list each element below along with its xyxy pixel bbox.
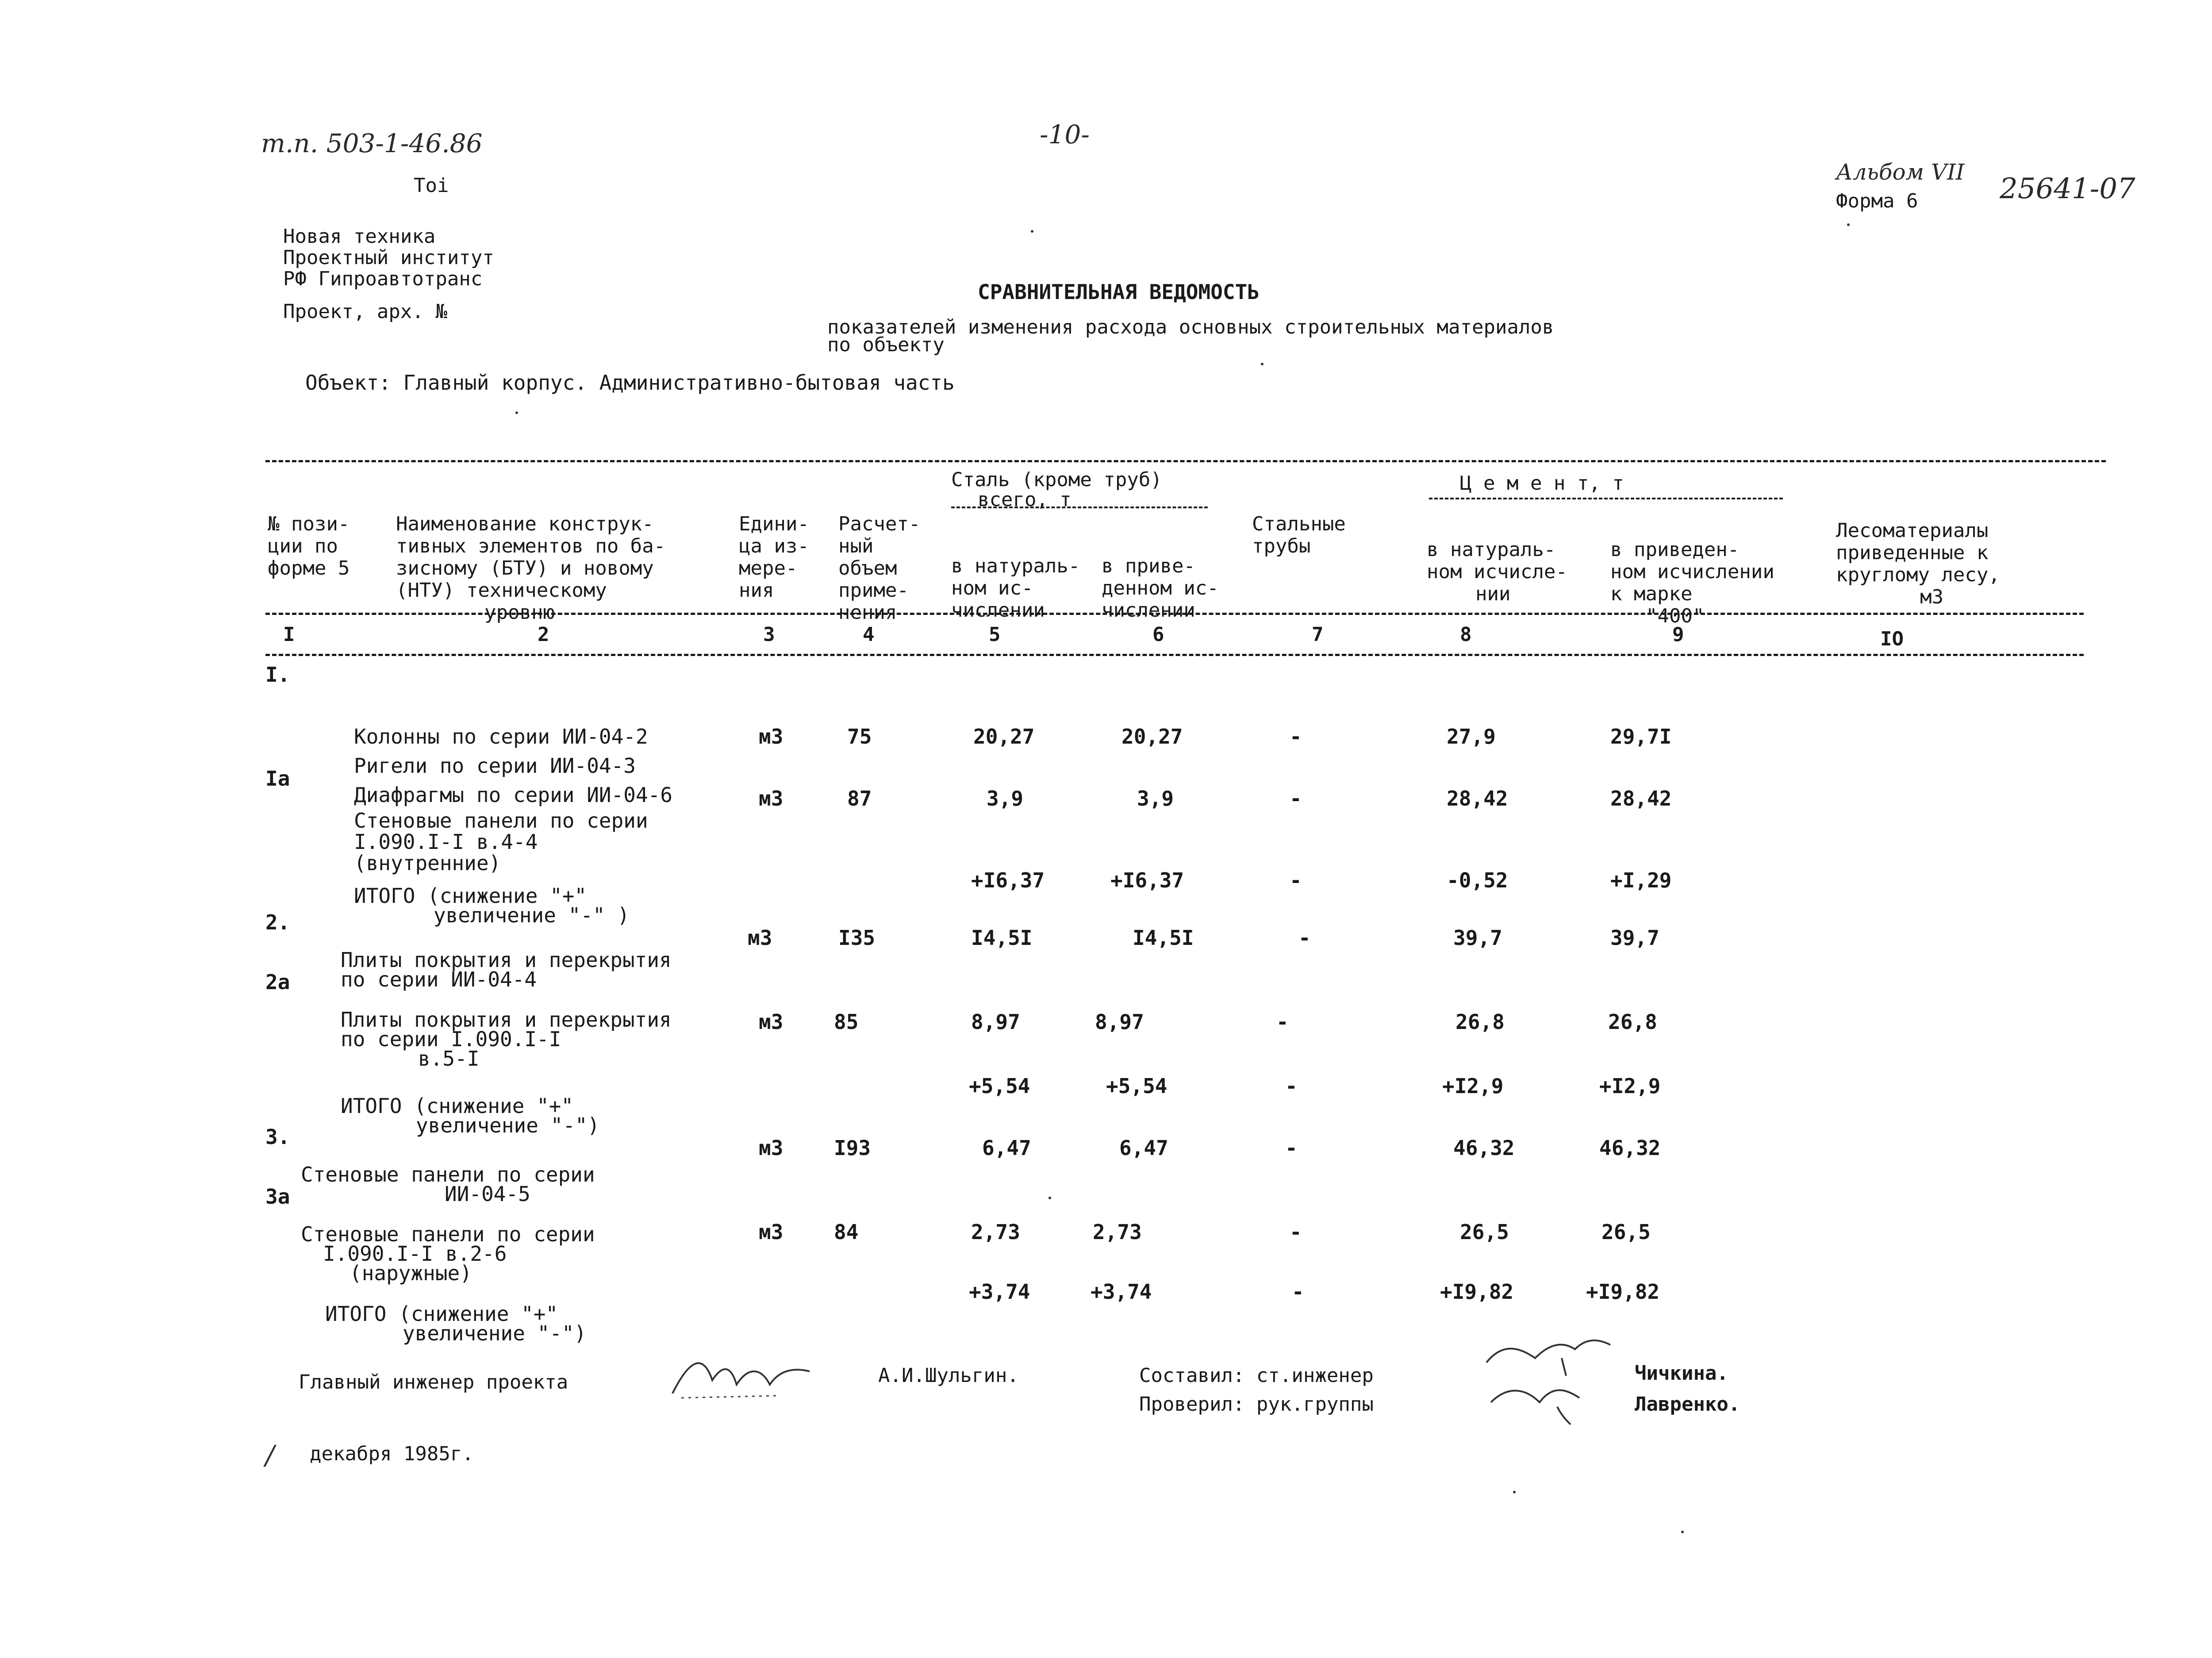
table-row-name: ИТОГО (снижение "+" увеличение "-" ) [354, 884, 630, 927]
table-cell-volume: I93 [834, 1136, 871, 1160]
table-cell-cement-reduced: 46,32 [1599, 1136, 1661, 1160]
table-cell-steel-natural: 6,47 [982, 1136, 1031, 1160]
table-cell-cement-reduced: 28,42 [1610, 787, 1672, 810]
table-cell-tubes: - [1285, 1074, 1298, 1098]
toi-label: Тоі [414, 174, 449, 197]
table-cell-unit: м3 [759, 1220, 783, 1244]
scan-speck [1681, 1531, 1684, 1533]
col-header-timber: Лесоматериалы приведенные к круглому лесу, м3 [1836, 519, 2000, 608]
col-header-steel-tubes: Стальные трубы [1252, 513, 1346, 557]
scan-speck [1261, 363, 1263, 365]
table-cell-volume: 84 [834, 1220, 859, 1244]
title-subline-1: показателей изменения расхода основных строительных материалов [827, 316, 1554, 338]
table-cell-tubes: - [1285, 1136, 1298, 1160]
table-cell-cement-reduced: 39,7 [1610, 926, 1659, 950]
table-cell-cement-natural: +I2,9 [1442, 1074, 1504, 1098]
date-day-handwritten: / [265, 1440, 275, 1471]
chief-engineer-label: Главный инженер проекта [299, 1371, 568, 1393]
table-cell-cement-natural: +I9,82 [1440, 1280, 1514, 1304]
table-cell-cement-reduced: +I2,9 [1599, 1074, 1661, 1098]
table-cell-cement-natural: 26,8 [1455, 1010, 1505, 1034]
col-header-cement-group: Ц е м е н т, т [1460, 472, 1624, 495]
table-cell-steel-reduced: +3,74 [1091, 1280, 1152, 1304]
checked-by-label: Проверил: рук.группы [1139, 1393, 1374, 1416]
album-label-handwritten: Альбом VII [1836, 159, 1965, 185]
table-cell-unit: м3 [759, 787, 783, 810]
table-row-name: Плиты покрытия и перекрытия по серии ИИ-04-4 [341, 948, 672, 991]
org-line-1: Новая техника [283, 225, 436, 248]
scan-speck [1513, 1491, 1516, 1493]
table-top-rule [265, 460, 2106, 462]
table-cell-volume: 75 [847, 725, 872, 748]
table-cell-cement-reduced: 26,5 [1601, 1220, 1651, 1244]
col-number: 3 [763, 623, 775, 646]
table-cell-steel-reduced: +5,54 [1106, 1074, 1167, 1098]
page-number-handwritten: -10- [1040, 119, 1090, 150]
table-cell-cement-natural: 46,32 [1453, 1136, 1515, 1160]
table-cell-cement-reduced: +I9,82 [1586, 1280, 1660, 1304]
org-line-2: Проектный институт [283, 246, 494, 269]
compiled-by-label: Составил: ст.инженер [1139, 1364, 1374, 1387]
compiler-signature [1478, 1332, 1619, 1380]
col-header-steel-natural: в натураль- ном ис- числении [951, 555, 1080, 622]
table-cell-steel-reduced: I4,5I [1133, 926, 1194, 950]
table-cell-tubes: - [1290, 787, 1302, 810]
table-cell-tubes: - [1292, 1280, 1304, 1304]
col-header-unit: Едини- ца из- мере- ния [739, 513, 809, 602]
table-cell-steel-reduced: 6,47 [1119, 1136, 1168, 1160]
scan-speck [515, 411, 518, 414]
col-number: 8 [1460, 623, 1472, 646]
col-header-cement-natural: в натураль- ном исчисле- нии [1427, 538, 1567, 605]
table-row-name: ИТОГО (снижение "+" увеличение "-") [325, 1302, 587, 1345]
doc-reference-handwritten: т.п. 503-1-46.86 [261, 128, 483, 158]
form-label: Форма 6 [1836, 190, 1918, 212]
col-header-steel-reduced: в приве- денном ис- числении [1102, 555, 1219, 622]
scan-speck [1031, 230, 1033, 233]
table-cell-unit: м3 [748, 926, 772, 950]
col-header-volume: Расчет- ный объем приме- нения [838, 513, 921, 624]
table-cell-steel-reduced: 20,27 [1121, 725, 1183, 748]
table-cell-volume: 87 [847, 787, 872, 810]
scan-speck [1048, 1197, 1051, 1199]
table-cell-steel-natural: 3,9 [987, 787, 1024, 810]
scan-speck [1847, 223, 1850, 226]
table-cell-steel-reduced: 8,97 [1095, 1010, 1144, 1034]
col-number: 7 [1312, 623, 1324, 646]
table-cell-cement-natural: 28,42 [1447, 787, 1508, 810]
checker-signature [1478, 1376, 1610, 1429]
col-number: I [283, 623, 295, 646]
table-cell-cement-natural: 26,5 [1460, 1220, 1509, 1244]
table-cell-cement-reduced: 26,8 [1608, 1010, 1657, 1034]
chief-engineer-signature [664, 1340, 832, 1407]
col-header-cement-reduced: в приведен- ном исчислении к марке "400" [1610, 538, 1774, 627]
table-cell-cement-natural: -0,52 [1447, 868, 1508, 892]
table-cell-unit: м3 [759, 1136, 783, 1160]
table-row-position: 2а [265, 970, 290, 994]
table-cell-steel-reduced: 2,73 [1093, 1220, 1142, 1244]
col-header-name: Наименование конструк- тивных элементов по ба- зисному (БТУ) и новому (НТУ) техническому уровню [396, 513, 666, 624]
col-number: 2 [538, 623, 549, 646]
checker-name: Лавренко. [1635, 1393, 1740, 1416]
table-row-name: Стеновые панели по серии I.090.I-I в.4-4 (внутренние) [354, 809, 648, 875]
table-cell-steel-reduced: +I6,37 [1110, 868, 1184, 892]
table-cell-steel-natural: +I6,37 [971, 868, 1045, 892]
org-line-3: РФ Гипроавтотранс [283, 268, 483, 290]
col-number: 6 [1152, 623, 1164, 646]
table-row-position: 3. [265, 1125, 290, 1149]
table-row-name: ИТОГО (снижение "+" увеличение "-") [341, 1094, 600, 1137]
table-cell-cement-natural: 27,9 [1447, 725, 1496, 748]
table-row-position: 3а [265, 1185, 290, 1209]
table-cell-steel-natural: 2,73 [971, 1220, 1020, 1244]
chief-engineer-name: А.И.Шульгин. [878, 1364, 1019, 1387]
table-cell-steel-reduced: 3,9 [1137, 787, 1174, 810]
compiler-name: Чичкина. [1635, 1362, 1728, 1385]
album-code-handwritten: 25641-07 [2000, 173, 2135, 205]
colnum-bottom-rule [265, 654, 2084, 656]
table-cell-tubes: - [1290, 725, 1302, 748]
table-row-name: Колонны по серии ИИ-04-2 Ригели по серии ИИ-04-3 Диафрагмы по серии ИИ-04-6 [354, 725, 673, 807]
title-subline-2: по объекту [827, 334, 945, 356]
col-number: 5 [989, 623, 1001, 646]
table-cell-cement-reduced: +I,29 [1610, 868, 1672, 892]
col-header-steel-total: всего, т [978, 488, 1071, 511]
table-row-position: Iа [265, 767, 290, 791]
table-cell-volume: I35 [838, 926, 876, 950]
table-cell-cement-natural: 39,7 [1453, 926, 1502, 950]
col-number: IO [1880, 628, 1904, 650]
table-cell-cement-reduced: 29,7I [1610, 725, 1672, 748]
table-cell-unit: м3 [759, 1010, 783, 1034]
object-line: Объект: Главный корпус. Административно-бытовая часть [305, 371, 955, 395]
table-cell-tubes: - [1290, 1220, 1302, 1244]
page-title: СРАВНИТЕЛЬНАЯ ВЕДОМОСТЬ [978, 280, 1260, 304]
table-cell-steel-natural: 20,27 [973, 725, 1035, 748]
col-number: 4 [863, 623, 875, 646]
table-cell-tubes: - [1276, 1010, 1289, 1034]
table-cell-volume: 85 [834, 1010, 859, 1034]
table-cell-unit: м3 [759, 725, 783, 748]
col-header-steel-group: Сталь (кроме труб) [951, 468, 1162, 491]
table-row-position: 2. [265, 910, 290, 934]
table-cell-tubes: - [1298, 926, 1311, 950]
table-row-position: I. [265, 663, 290, 687]
col-header-position: № пози- ции по форме 5 [268, 513, 350, 580]
table-row-name: Плиты покрытия и перекрытия по серии I.090.I-I в.5-I [341, 1008, 672, 1071]
project-line: Проект, арх. № [283, 300, 447, 323]
table-cell-steel-natural: +5,54 [969, 1074, 1030, 1098]
table-cell-steel-natural: +3,74 [969, 1280, 1030, 1304]
table-cell-tubes: - [1290, 868, 1302, 892]
col-number: 9 [1672, 623, 1684, 646]
table-cell-steel-natural: 8,97 [971, 1010, 1020, 1034]
table-cell-steel-natural: I4,5I [971, 926, 1033, 950]
table-row-name: Стеновые панели по серии I.090.I-I в.2-6 (наружные) [301, 1222, 595, 1285]
table-row-name: Стеновые панели по серии ИИ-04-5 [301, 1163, 595, 1206]
document-date: декабря 1985г. [310, 1443, 474, 1465]
